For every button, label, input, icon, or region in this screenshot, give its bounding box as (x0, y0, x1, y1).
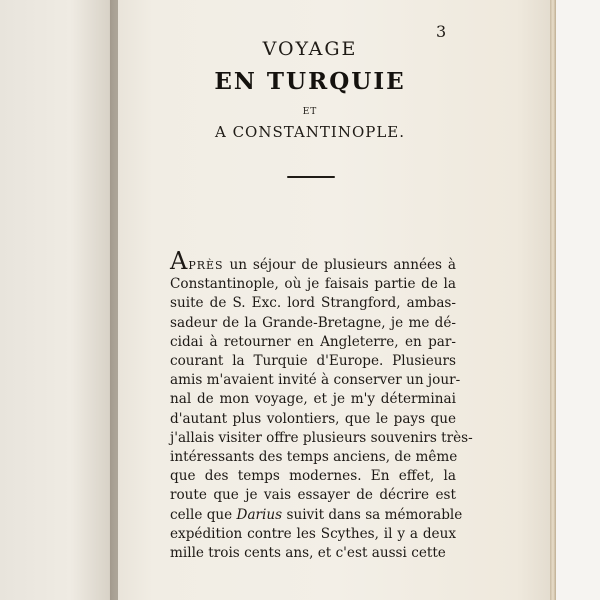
line-14-end: suivit dans sa mémorable (282, 506, 463, 523)
text-line: que des temps modernes. En effet, la (170, 468, 456, 485)
text-line: route que je vais essayer de décrire est (170, 487, 456, 504)
title-constantinople: A CONSTANTINOPLE. (214, 123, 406, 141)
text-line: nal de mon voyage, et je m'y déterminai (170, 391, 456, 408)
body-paragraph (170, 247, 473, 563)
ornamental-rule (287, 176, 335, 178)
text-line: courant la Turquie d'Europe. Plusieurs (170, 353, 456, 370)
title-et: ET (302, 107, 318, 117)
text-line: intéressants des temps anciens, de même (170, 449, 458, 466)
drop-cap: A (170, 247, 188, 275)
text-line: mille trois cents ans, et c'est aussi cette (170, 545, 446, 562)
title-voyage: VOYAGE (262, 38, 358, 60)
small-caps-word: PRÈS (188, 259, 224, 272)
text-line: suite de S. Exc. lord Strangford, ambas- (170, 295, 456, 312)
line-1-text: un séjour de plusieurs années à (223, 257, 456, 273)
page-number: 3 (436, 22, 447, 41)
text-line: j'allais visiter offre plusieurs souvenirs très- (170, 429, 473, 446)
text-line (170, 247, 456, 275)
background-strip (556, 0, 600, 600)
line-14-start: celle que (170, 506, 237, 523)
text-line: d'autant plus volontiers, que le pays que (170, 410, 456, 427)
text-line (170, 506, 463, 525)
text-line: amis m'avaient invité à conserver un jour- (170, 372, 461, 389)
text-line: expédition contre les Scythes, il y a deux (170, 525, 456, 542)
italic-darius: Darius (236, 506, 283, 523)
title-en-turquie: EN TURQUIE (214, 68, 406, 95)
left-page (0, 0, 118, 600)
text-line: Constantinople, où je faisais partie de la (170, 276, 456, 293)
text-line: cidai à retourner en Angleterre, en par- (170, 333, 456, 350)
text-line: sadeur de la Grande-Bretagne, je me dé- (170, 314, 456, 331)
